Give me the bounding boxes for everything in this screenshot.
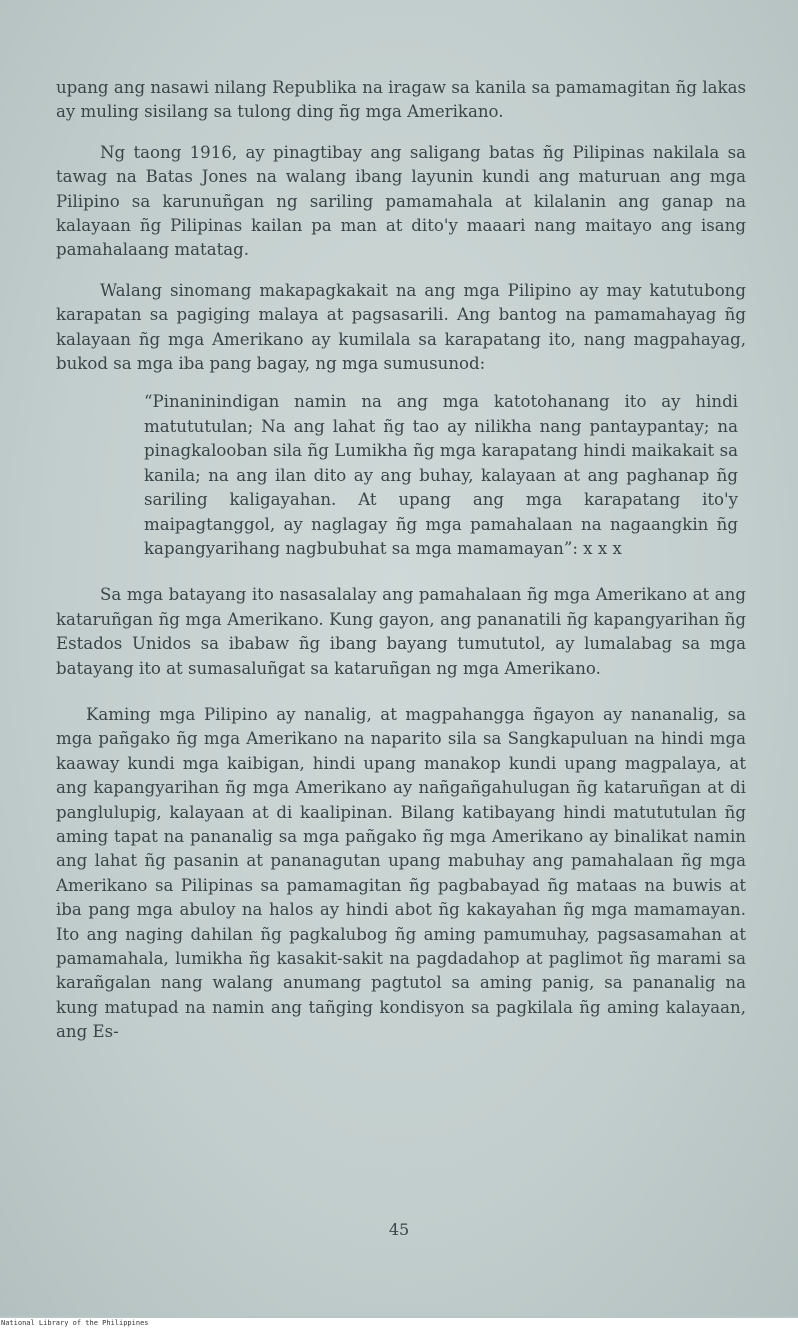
- paragraph-batayang: Sa mga batayang ito nasasalalay ang pamahalaan ñg mga Amerikano at ang kataruñgan ñg mga Amerikano. Kung gayon, ang pananatili ñg kapangyarihan ñg Estados Unidos sa ibabaw ñg ibang bayang tumututol, ay lumalabag sa mga batayang ito at sumasaluñgat sa kataruñgan ng mga Amerikano.: [56, 585, 746, 678]
- footer-bar: [0, 1318, 798, 1328]
- page-number: 45: [388, 1220, 410, 1239]
- paragraph-kaming-pilipino: Kaming mga Pilipino ay nanalig, at magpahangga ñgayon ay nananalig, sa mga pañgako ñg mga Amerikano na naparito sila sa Sangkapuluan na hindi mga kaaway kundi mga kaibigan, hindi upang manakop kundi upang magpalaya, at ang kapangyarihan ñg mga Amerikano ay nañgañgahulugan ñg kataruñgan at di panglulupig, kalayaan at di kaalipinan. Bilang katibayang hindi matututulan ñg aming tapat na pananalig sa mga pañgako ñg mga Amerikano ay binalikat namin ang lahat ñg pasanin at pananagutan upang mabuhay ang pamahalaan ñg mga Amerikano sa Pilipinas sa pamamagitan ñg pagbabayad ñg mataas na buwis at iba pang mga abuloy na halos ay hindi abot ñg kakayahan ñg mga mamamayan. Ito ang naging dahilan ñg pagkalubog ñg aming pamumuhay, pagsasamahan at pamamahala, lumikha ñg kasakit-sakit na pagdadahop at paglimot ñg marami sa karañgalan nang walang anumang pagtutol sa aming panig, sa pananalig na kung matupad na namin ang tañging kondisyon sa pagkilala ñg aming kalayaan, ang Es-: [56, 704, 746, 1042]
- paragraph-karapatan: Walang sinomang makapagkakait na ang mga Pilipino ay may katutubong karapatan sa pagiging malaya at pagsasarili. Ang bantog na pamamahayag ñg kalayaan ñg mga Amerikano ay kumilala sa karapatang ito, nang magpahayag, bukod sa mga iba pang bagay, ng mga sumusunod:: [56, 280, 746, 374]
- paragraph-batas-jones: Ng taong 1916, ay pinagtibay ang saligang batas ñg Pilipinas nakilala sa tawag na Batas Jones na walang ibang layunin kundi ang maturuan ang mga Pilipino sa karunuñgan ng sariling pamamahala at kilalanin ang ganap na kalayaan ñg Pilipinas kailan pa man at dito'y maaari nang maitayo ang isang pamahalaang matatag.: [56, 142, 746, 260]
- footer-credit: National Library of the Philippines: [1, 1319, 149, 1327]
- paragraph-continuation: upang ang nasawi nilang Republika na iragaw sa kanila sa pamamagitan ñg lakas ay muling sisilang sa tulong ding ñg mga Amerikano.: [56, 78, 746, 122]
- page-body: [56, 76, 746, 1045]
- block-quote-declaration: “Pinaninindigan namin na ang mga katotohanang ito ay hindi matututulan; Na ang lahat ñg tao ay nilikha nang pantaypantay; na pinagkalooban sila ñg Lumikha ñg mga karapatang hindi maikakait sa kanila; na ang ilan dito ay ang buhay, kalayaan at ang paghanap ñg sariling kaligayahan. At upang ang mga karapatang ito'y maipagtanggol, ay naglagay ñg mga pamahalaan na nagaangkin ñg kapangyarihang nagbubuhat sa mga mamamayan”: x x x: [144, 392, 738, 558]
